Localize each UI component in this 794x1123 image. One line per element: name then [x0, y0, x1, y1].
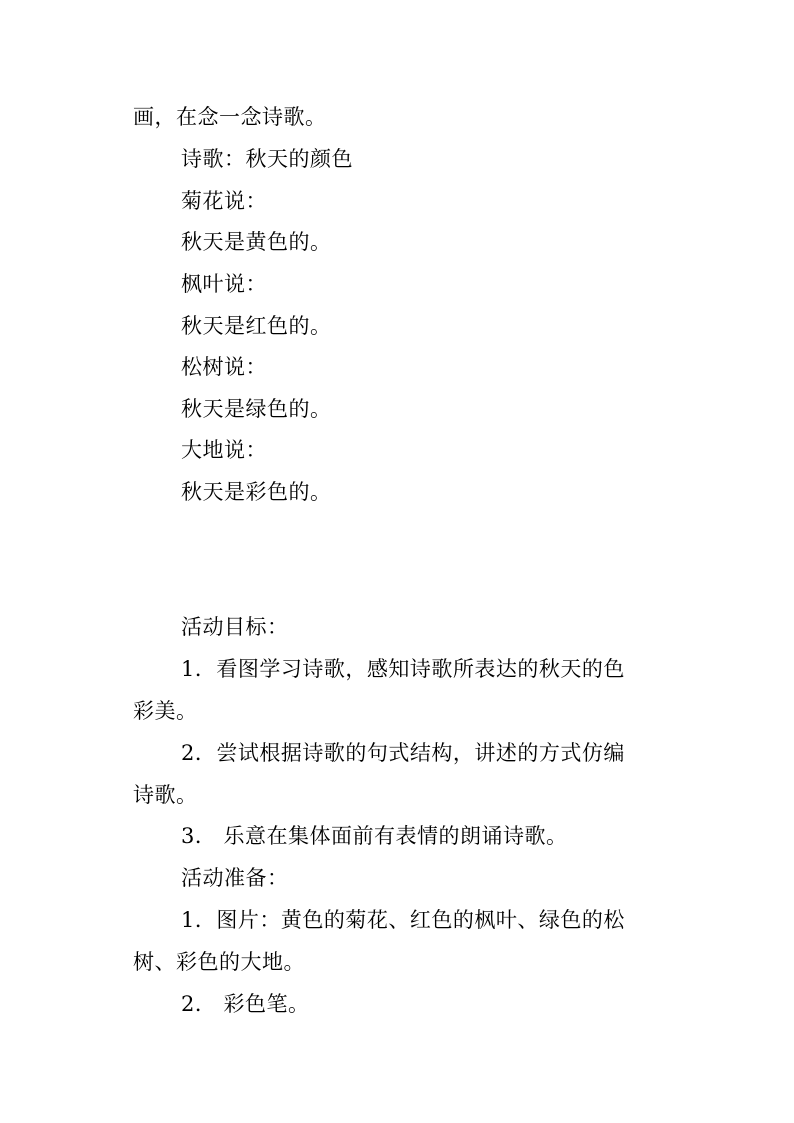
section-heading-preparation: 活动准备：: [181, 866, 289, 890]
poem-line: 秋天是黄色的。: [181, 230, 332, 254]
poem-line: 秋天是彩色的。: [181, 480, 332, 504]
preparation-item-continued: 树、彩色的大地。: [133, 950, 305, 974]
goal-item-continued: 彩美。: [133, 699, 198, 723]
poem-title: 诗歌：秋天的颜色: [181, 147, 353, 171]
paragraph-line: 画，在念一念诗歌。: [133, 105, 327, 129]
poem-line: 枫叶说：: [181, 272, 267, 296]
section-heading-goals: 活动目标：: [181, 615, 289, 639]
poem-line: 大地说：: [181, 438, 267, 462]
goal-item: 1．看图学习诗歌，感知诗歌所表达的秋天的色: [181, 657, 625, 681]
goal-item: 2．尝试根据诗歌的句式结构，讲述的方式仿编: [181, 741, 625, 765]
goal-item: 3． 乐意在集体面前有表情的朗诵诗歌。: [181, 824, 568, 848]
poem-line: 秋天是绿色的。: [181, 397, 332, 421]
poem-line: 菊花说：: [181, 189, 267, 213]
preparation-item: 2． 彩色笔。: [181, 992, 310, 1016]
poem-line: 秋天是红色的。: [181, 314, 332, 338]
goal-item-continued: 诗歌。: [133, 783, 198, 807]
preparation-item: 1．图片：黄色的菊花、红色的枫叶、绿色的松: [181, 908, 625, 932]
poem-line: 松树说：: [181, 355, 267, 379]
